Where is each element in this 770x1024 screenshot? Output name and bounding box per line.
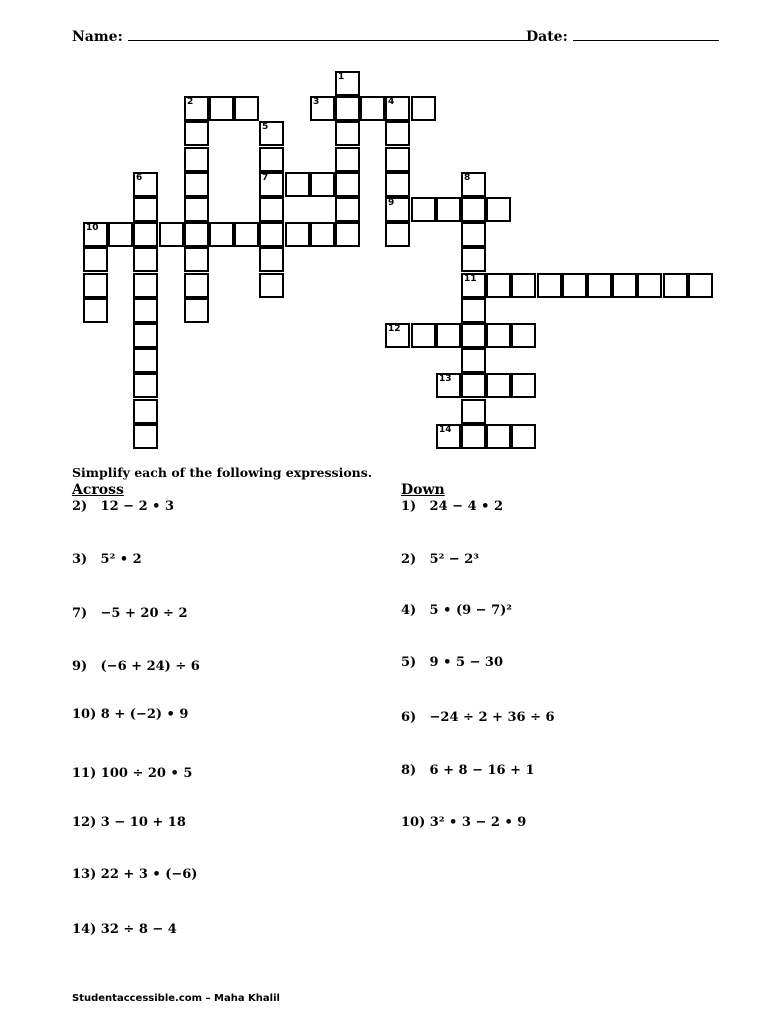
grid-cell[interactable]	[461, 197, 486, 222]
grid-cell[interactable]	[184, 147, 209, 172]
across-clue	[72, 606, 188, 621]
grid-cell[interactable]	[537, 273, 562, 298]
grid-cell[interactable]	[436, 424, 461, 449]
grid-cell[interactable]	[108, 222, 133, 247]
grid-cell[interactable]	[411, 96, 436, 121]
grid-cell[interactable]	[461, 298, 486, 323]
grid-cell[interactable]	[259, 121, 284, 146]
grid-cell[interactable]	[83, 298, 108, 323]
grid-cell[interactable]	[133, 172, 158, 197]
clue-number-label: 12	[388, 324, 401, 334]
clue-expression: (−6 + 24) ÷ 6	[100, 659, 200, 674]
grid-cell[interactable]	[461, 348, 486, 373]
grid-cell[interactable]	[133, 323, 158, 348]
grid-cell[interactable]	[184, 222, 209, 247]
grid-cell[interactable]	[133, 298, 158, 323]
clue-number: 1)	[401, 499, 417, 514]
grid-cell[interactable]	[259, 197, 284, 222]
clue-expression: 24 − 4 • 2	[429, 499, 504, 514]
across-clue	[72, 815, 186, 830]
instructions: Simplify each of the following expressions.	[72, 465, 373, 480]
grid-cell[interactable]	[159, 222, 184, 247]
grid-cell[interactable]	[335, 197, 360, 222]
grid-cell[interactable]	[511, 273, 536, 298]
grid-cell[interactable]	[663, 273, 688, 298]
clue-number-label: 14	[439, 425, 452, 435]
clue-expression: 9 • 5 − 30	[429, 655, 504, 670]
clue-number: 10)	[72, 707, 97, 722]
grid-cell[interactable]	[511, 323, 536, 348]
grid-cell[interactable]	[184, 298, 209, 323]
down-clue	[401, 552, 479, 567]
clue-number: 4)	[401, 603, 417, 618]
grid-cell[interactable]	[184, 96, 209, 121]
grid-cell[interactable]	[234, 96, 259, 121]
grid-cell[interactable]	[688, 273, 713, 298]
grid-cell[interactable]	[411, 323, 436, 348]
grid-cell[interactable]	[486, 197, 511, 222]
grid-cell[interactable]	[461, 373, 486, 398]
grid-cell[interactable]	[486, 424, 511, 449]
clue-number-label: 11	[464, 274, 477, 284]
clue-expression: 100 ÷ 20 • 5	[100, 766, 193, 781]
grid-cell[interactable]	[486, 273, 511, 298]
clue-expression: 5² • 2	[100, 552, 142, 567]
grid-cell[interactable]	[385, 222, 410, 247]
grid-cell[interactable]	[209, 96, 234, 121]
grid-cell[interactable]	[83, 222, 108, 247]
grid-cell[interactable]	[184, 121, 209, 146]
down-clue	[401, 710, 555, 725]
across-heading: Across	[72, 482, 124, 498]
down-clue	[401, 815, 526, 830]
grid-cell[interactable]	[587, 273, 612, 298]
grid-cell[interactable]	[259, 172, 284, 197]
grid-cell[interactable]	[259, 247, 284, 272]
grid-cell[interactable]	[511, 424, 536, 449]
grid-cell[interactable]	[184, 197, 209, 222]
clue-number-label: 5	[262, 122, 269, 132]
grid-cell[interactable]	[385, 323, 410, 348]
down-clue	[401, 655, 503, 670]
grid-cell[interactable]	[310, 96, 335, 121]
grid-cell[interactable]	[259, 147, 284, 172]
grid-cell[interactable]	[461, 172, 486, 197]
grid-cell[interactable]	[335, 147, 360, 172]
clue-expression: 5 • (9 − 7)²	[429, 603, 512, 618]
grid-cell[interactable]	[436, 197, 461, 222]
grid-cell[interactable]	[335, 172, 360, 197]
grid-cell[interactable]	[335, 222, 360, 247]
clue-number-label: 7	[262, 173, 269, 183]
footer-credit: Studentaccessible.com – Maha Khalil	[72, 993, 280, 1004]
clue-number: 10)	[401, 815, 426, 830]
grid-cell[interactable]	[637, 273, 662, 298]
grid-cell[interactable]	[133, 222, 158, 247]
across-clue	[72, 766, 192, 781]
clue-number-label: 4	[388, 97, 395, 107]
grid-cell[interactable]	[133, 348, 158, 373]
clue-number-label: 1	[338, 72, 345, 82]
grid-cell[interactable]	[335, 71, 360, 96]
grid-cell[interactable]	[133, 247, 158, 272]
clue-number-label: 9	[388, 198, 395, 208]
clue-expression: 6 + 8 − 16 + 1	[429, 763, 535, 778]
clue-number: 9)	[72, 659, 88, 674]
clue-number: 3)	[72, 552, 88, 567]
grid-cell[interactable]	[234, 222, 259, 247]
grid-cell[interactable]	[385, 147, 410, 172]
grid-cell[interactable]	[461, 222, 486, 247]
grid-cell[interactable]	[184, 247, 209, 272]
clue-number: 6)	[401, 710, 417, 725]
grid-cell[interactable]	[612, 273, 637, 298]
clue-expression: 3² • 3 − 2 • 9	[429, 815, 527, 830]
grid-cell[interactable]	[360, 96, 385, 121]
grid-cell[interactable]	[285, 222, 310, 247]
clue-expression: 32 ÷ 8 − 4	[100, 922, 177, 937]
grid-cell[interactable]	[184, 273, 209, 298]
grid-cell[interactable]	[461, 273, 486, 298]
grid-cell[interactable]	[461, 323, 486, 348]
grid-cell[interactable]	[511, 373, 536, 398]
clue-expression: 12 − 2 • 3	[100, 499, 175, 514]
grid-cell[interactable]	[486, 373, 511, 398]
grid-cell[interactable]	[335, 96, 360, 121]
grid-cell[interactable]	[461, 399, 486, 424]
clue-expression: 8 + (−2) • 9	[100, 707, 189, 722]
down-clue	[401, 499, 503, 514]
grid-cell[interactable]	[461, 247, 486, 272]
grid-cell[interactable]	[562, 273, 587, 298]
grid-cell[interactable]	[411, 197, 436, 222]
grid-cell[interactable]	[285, 172, 310, 197]
down-clue	[401, 603, 512, 618]
across-clue	[72, 922, 177, 937]
grid-cell[interactable]	[83, 273, 108, 298]
grid-cell[interactable]	[436, 373, 461, 398]
clue-expression: 3 − 10 + 18	[100, 815, 186, 830]
clue-number-label: 13	[439, 374, 452, 384]
grid-cell[interactable]	[133, 399, 158, 424]
grid-cell[interactable]	[385, 197, 410, 222]
name-label: Name:	[72, 29, 123, 45]
grid-cell[interactable]	[310, 222, 335, 247]
grid-cell[interactable]	[310, 172, 335, 197]
grid-cell[interactable]	[385, 96, 410, 121]
clue-number: 13)	[72, 867, 97, 882]
clue-number: 5)	[401, 655, 417, 670]
grid-cell[interactable]	[385, 172, 410, 197]
clue-number-label: 10	[86, 223, 99, 233]
grid-cell[interactable]	[83, 247, 108, 272]
across-clue	[72, 867, 197, 882]
clue-number-label: 2	[187, 97, 194, 107]
grid-cell[interactable]	[461, 424, 486, 449]
clue-number-label: 6	[136, 173, 143, 183]
clue-number-label: 8	[464, 173, 471, 183]
clue-number: 12)	[72, 815, 97, 830]
grid-cell[interactable]	[184, 172, 209, 197]
clue-number: 8)	[401, 763, 417, 778]
across-clue	[72, 659, 200, 674]
date-label: Date:	[526, 29, 568, 45]
grid-cell[interactable]	[133, 424, 158, 449]
clue-number: 14)	[72, 922, 97, 937]
crossword-grid	[0, 0, 770, 470]
down-clue	[401, 763, 535, 778]
grid-cell[interactable]	[209, 222, 234, 247]
clue-number: 11)	[72, 766, 97, 781]
grid-cell[interactable]	[335, 121, 360, 146]
grid-cell[interactable]	[133, 273, 158, 298]
across-clue	[72, 552, 142, 567]
across-clue	[72, 707, 188, 722]
clue-number-label: 3	[313, 97, 320, 107]
clue-expression: −24 ÷ 2 + 36 ÷ 6	[429, 710, 555, 725]
grid-cell[interactable]	[259, 222, 284, 247]
clue-number: 2)	[401, 552, 417, 567]
down-heading: Down	[401, 482, 445, 498]
clue-number: 7)	[72, 606, 88, 621]
grid-cell[interactable]	[385, 121, 410, 146]
clue-expression: 5² − 2³	[429, 552, 479, 567]
grid-cell[interactable]	[259, 273, 284, 298]
grid-cell[interactable]	[133, 373, 158, 398]
clue-expression: 22 + 3 • (−6)	[100, 867, 198, 882]
grid-cell[interactable]	[133, 197, 158, 222]
clue-expression: −5 + 20 ÷ 2	[100, 606, 188, 621]
across-clue	[72, 499, 174, 514]
grid-cell[interactable]	[486, 323, 511, 348]
grid-cell[interactable]	[436, 323, 461, 348]
clue-number: 2)	[72, 499, 88, 514]
